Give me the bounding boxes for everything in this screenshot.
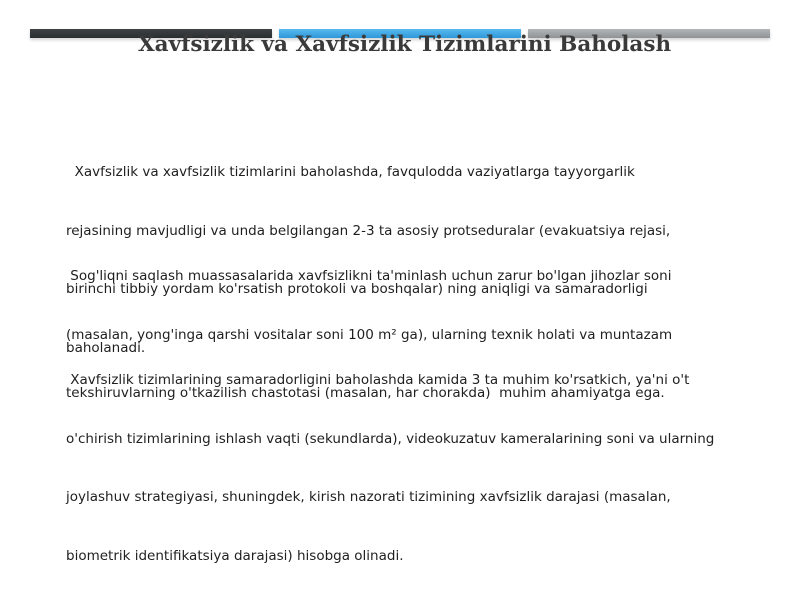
paragraph-line: baholanadi. <box>66 339 146 356</box>
paragraph-line: o'chirish tizimlarining ishlash vaqti (sekundlarda), videokuzatuv kameralarining soni va ularning <box>66 430 715 447</box>
slide-title: Xavfsizlik va Xavfsizlik Tizimlarini Baholash <box>138 32 672 57</box>
paragraph-line: birinchi tibbiy yordam ko'rsatish protokoli va boshqalar) ning aniqligi va samaradorligi <box>66 281 648 297</box>
paragraph-line: Xavfsizlik tizimlarining samaradorligini baholashda kamida 3 ta muhim ko'rsatkich, ya'ni o't <box>66 372 690 388</box>
paragraph-line: Sog'liqni saqlash muassasalarida xavfsizlikni ta'minlash uchun zarur bo'lgan jihozlar soni <box>66 268 672 284</box>
paragraph-line: rejasining mavjudligi va unda belgilangan 2-3 ta asosiy protseduralar (evakuatsiya rejasi, <box>66 222 671 239</box>
paragraph-line: (masalan, yong'inga qarshi vositalar soni 100 m² ga), ularning texnik holati va muntazam <box>66 326 673 343</box>
paragraph-line: biometrik identifikatsiya darajasi) hisobga olinadi. <box>66 547 404 564</box>
paragraph-line: joylashuv strategiyasi, shuningdek, kirish nazorati tizimining xavfsizlik darajasi (masalan, <box>66 489 671 505</box>
paragraph-indicators <box>66 332 714 605</box>
paragraph-line: tekshiruvlarning o'tkazilish chastotasi (masalan, har chorakda) muhim ahamiyatga ega. <box>66 385 665 401</box>
paragraph-line: Xavfsizlik va xavfsizlik tizimlarini baholashda, favqulodda vaziyatlarga tayyorgarlik <box>66 164 635 180</box>
